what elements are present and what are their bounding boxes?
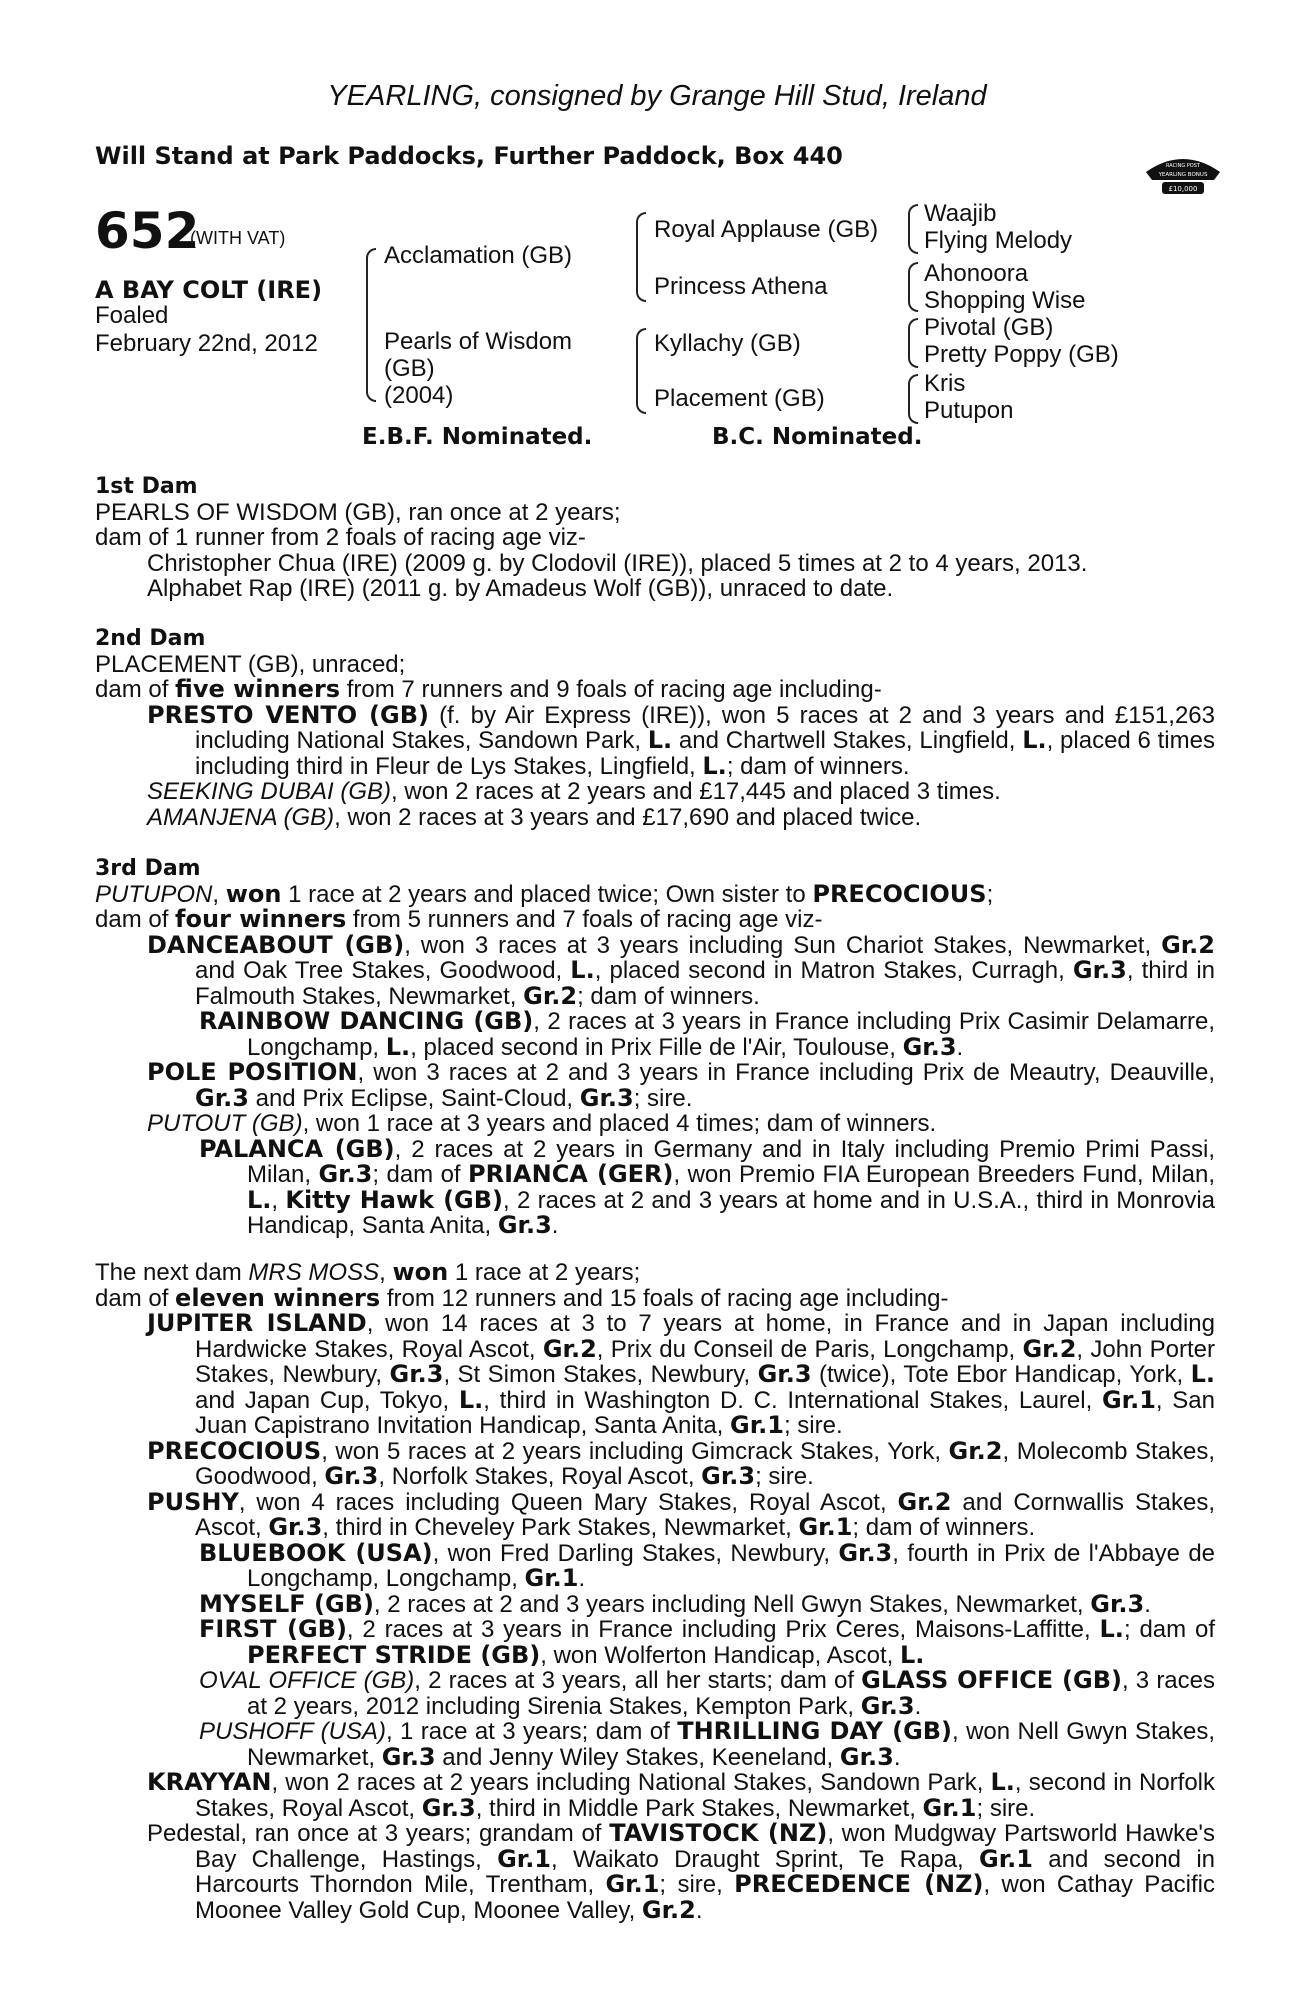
page-title: YEARLING, consigned by Grange Hill Stud, Ireland	[327, 80, 987, 112]
section-heading: 2nd Dam	[95, 626, 206, 651]
colt-description: A BAY COLT (IRE)	[95, 276, 323, 304]
vat-note: (WITH VAT)	[190, 228, 286, 248]
pedigree-ss-ancestors: Waajib Flying Melody	[924, 200, 1073, 254]
pedigree-brace	[908, 318, 918, 368]
pedigree-sire: Acclamation (GB)	[384, 242, 573, 269]
pedigree-dam-dam: Placement (GB)	[654, 385, 825, 412]
pedigree-dam-sire: Kyllachy (GB)	[654, 330, 801, 357]
pedigree-brace	[908, 374, 918, 424]
next-dam-section: The next dam MRS MOSS, won 1 race at 2 years; dam of eleven winners from 12 runners and 15 foals of racing age including- JUPITER ISLAND, won 14 races at 3 to 7 years at home, in France and in Japan including Hardwicke Stakes, Royal Ascot, Gr.2, Prix du Conseil de Paris, Longchamp, Gr.2, John Porter Stakes, Newbury, Gr.3, St Simon Stakes, Newbury, Gr.3 (twice), Tote Ebor Handicap, York, L. and Japan Cup, Tokyo, L., third in Washington D. C. International Stakes, Laurel, Gr.1, San Juan Capistrano Invitation Handicap, Santa Anita, Gr.1; sire. PRECOCIOUS, won 5 races at 2 years including Gimcrack Stakes, York, Gr.2, Molecomb Stakes, Goodwood, Gr.3, Norfolk Stakes, Royal Ascot, Gr.3; sire. PUSHY, won 4 races including Queen Mary Stakes, Royal Ascot, Gr.2 and Cornwallis Stakes, Ascot, Gr.3, third in Cheveley Park Stakes, Newmarket, Gr.1; dam of winners. BLUEBOOK (USA), won Fred Darling Stakes, Newbury, Gr.3, fourth in Prix de l'Abbaye de Longchamp, Longchamp, Gr.1. MYSELF (GB), 2 races at 2 and 3 years including Nell Gwyn Stakes, Newmarket, Gr.3. FIRST (GB), 2 races at 3 years in France including Prix Ceres, Maisons-Laffitte, L.; dam of PERFECT STRIDE (GB), won Wolferton Handicap, Ascot, L. OVAL OFFICE (GB), 2 races at 3 years, all her starts; dam of GLASS OFFICE (GB), 3 races at 2 years, 2012 including Sirenia Stakes, Kempton Park, Gr.3. PUSHOFF (USA), 1 race at 3 years; dam of THRILLING DAY (GB), won Nell Gwyn Stakes, Newmarket, Gr.3 and Jenny Wiley Stakes, Keeneland, Gr.3. KRAYYAN, won 2 races at 2 years including National Stakes, Sandown Park, L., second in Norfolk Stakes, Royal Ascot, Gr.3, third in Middle Park Stakes, Newmarket, Gr.1; sire. Pedestal, ran once at 3 years; grandam of TAVISTOCK (NZ), won Mudgway Partsworld Hawke's Bay Challenge, Hastings, Gr.1, Waikato Draught Sprint, Te Rapa, Gr.1 and second in Harcourts Thorndon Mile, Trentham, Gr.1; sire, PRECEDENCE (NZ), won Cathay Pacific Moonee Valley Gold Cup, Moonee Valley, Gr.2.	[95, 1258, 1216, 1924]
pedigree-brace	[636, 212, 646, 302]
pedigree-dam: Pearls of Wisdom (GB) (2004)	[384, 328, 573, 409]
foaled-label: Foaled	[95, 302, 169, 329]
yearling-bonus-badge-icon	[1142, 150, 1224, 198]
progeny-entry: PUSHY, won 4 races including Queen Mary Stakes, Royal Ascot, Gr.2 and Cornwallis Stakes, Ascot, Gr.3, third in Cheveley Park Stakes, Newmarket, Gr.1; dam of winners.	[147, 1487, 1215, 1541]
progeny-entry: RAINBOW DANCING (GB), 2 races at 3 years in France including Prix Casimir Delamarre, Longchamp, L., placed second in Prix Fille de l'Air, Toulouse, Gr.3.	[199, 1007, 1215, 1061]
stand-location: Will Stand at Park Paddocks, Further Paddock, Box 440	[95, 142, 843, 170]
section-heading: 1st Dam	[95, 474, 198, 499]
pedigree-sd-ancestors: Ahonoora Shopping Wise	[924, 260, 1086, 314]
progeny-entry: POLE POSITION, won 3 races at 2 and 3 years in France including Prix de Meautry, Deauville, Gr.3 and Prix Eclipse, Saint-Cloud, Gr.3; sire.	[147, 1058, 1216, 1112]
progeny-entry: BLUEBOOK (USA), won Fred Darling Stakes, Newbury, Gr.3, fourth in Prix de l'Abbaye de Longchamp, Longchamp, Gr.1.	[199, 1538, 1216, 1592]
pedigree-brace	[636, 328, 646, 414]
pedigree-ds-ancestors: Pivotal (GB) Pretty Poppy (GB)	[924, 314, 1119, 368]
pedigree-brace	[908, 204, 918, 254]
progeny-entry: KRAYYAN, won 2 races at 2 years including National Stakes, Sandown Park, L., second in Norfolk Stakes, Royal Ascot, Gr.3, third in Middle Park Stakes, Newmarket, Gr.1; sire.	[147, 1768, 1216, 1822]
section-heading: 3rd Dam	[95, 856, 201, 881]
pedigree-sire-sire: Royal Applause (GB)	[654, 216, 879, 243]
first-dam-section: 1st Dam PEARLS OF WISDOM (GB), ran once at 2 years; dam of 1 runner from 2 foals of racing age viz- Christopher Chua (IRE) (2009 g. by Clodovil (IRE)), placed 5 times at 2 to 4 years, 2013. Alphabet Rap (IRE) (2011 g. by Amadeus Wolf (GB)), unraced to date.	[95, 474, 1215, 602]
progeny-entry: SEEKING DUBAI (GB), won 2 races at 2 years and £17,445 and placed 3 times.	[147, 778, 1001, 805]
foaled-date: February 22nd, 2012	[95, 330, 318, 357]
progeny-entry: PRECOCIOUS, won 5 races at 2 years including Gimcrack Stakes, York, Gr.2, Molecomb Stakes, Goodwood, Gr.3, Norfolk Stakes, Royal Ascot, Gr.3; sire.	[147, 1436, 1216, 1490]
progeny-entry: FIRST (GB), 2 races at 3 years in France including Prix Ceres, Maisons-Laffitte, L.; dam of PERFECT STRIDE (GB), won Wolferton Handicap, Ascot, L.	[199, 1615, 1215, 1669]
progeny-entry: PUTOUT (GB), won 1 race at 3 years and placed 4 times; dam of winners.	[147, 1110, 937, 1137]
badge-brand: RACING POST	[1166, 163, 1200, 169]
progeny-entry: DANCEABOUT (GB), won 3 races at 3 years including Sun Chariot Stakes, Newmarket, Gr.2 and Oak Tree Stakes, Goodwood, L., placed second in Matron Stakes, Curragh, Gr.3, third in Falmouth Stakes, Newmarket, Gr.2; dam of winners.	[147, 930, 1216, 1010]
progeny-entry: JUPITER ISLAND, won 14 races at 3 to 7 years at home, in France and in Japan including Hardwicke Stakes, Royal Ascot, Gr.2, Prix du Conseil de Paris, Longchamp, Gr.2, John Porter Stakes, Newbury, Gr.3, St Simon Stakes, Newbury, Gr.3 (twice), Tote Ebor Handicap, York, L. and Japan Cup, Tokyo, L., third in Washington D. C. International Stakes, Laurel, Gr.1, San Juan Capistrano Invitation Handicap, Santa Anita, Gr.1; sire.	[147, 1309, 1216, 1439]
progeny-entry: PUSHOFF (USA), 1 race at 3 years; dam of THRILLING DAY (GB), won Nell Gwyn Stakes, Newmarket, Gr.3 and Jenny Wiley Stakes, Keeneland, Gr.3.	[199, 1717, 1216, 1771]
progeny-entry: PALANCA (GB), 2 races at 2 years in Germany and in Italy including Premio Primi Passi, Milan, Gr.3; dam of PRIANCA (GER), won Premio FIA European Breeders Fund, Milan, L., Kitty Hawk (GB), 2 races at 2 and 3 years at home and in U.S.A., third in Monrovia Handicap, Santa Anita, Gr.3.	[199, 1134, 1216, 1239]
ebf-nomination: E.B.F. Nominated.	[362, 424, 593, 450]
bc-nomination: B.C. Nominated.	[712, 424, 923, 450]
progeny-entry: MYSELF (GB), 2 races at 2 and 3 years including Nell Gwyn Stakes, Newmarket, Gr.3.	[199, 1589, 1151, 1618]
third-dam-section: 3rd Dam PUTUPON, won 1 race at 2 years and placed twice; Own sister to PRECOCIOUS; dam of four winners from 5 runners and 7 foals of racing age viz- DANCEABOUT (GB), won 3 races at 3 years including Sun Chariot Stakes, Newmarket, Gr.2 and Oak Tree Stakes, Goodwood, L., placed second in Matron Stakes, Curragh, Gr.3, third in Falmouth Stakes, Newmarket, Gr.2; dam of winners. RAINBOW DANCING (GB), 2 races at 3 years in France including Prix Casimir Delamarre, Longchamp, L., placed second in Prix Fille de l'Air, Toulouse, Gr.3. POLE POSITION, won 3 races at 2 and 3 years in France including Prix de Meautry, Deauville, Gr.3 and Prix Eclipse, Saint-Cloud, Gr.3; sire. PUTOUT (GB), won 1 race at 3 years and placed 4 times; dam of winners. PALANCA (GB), 2 races at 2 years in Germany and in Italy including Premio Primi Passi, Milan, Gr.3; dam of PRIANCA (GER), won Premio FIA European Breeders Fund, Milan, L., Kitty Hawk (GB), 2 races at 2 and 3 years at home and in U.S.A., third in Monrovia Handicap, Santa Anita, Gr.3.	[95, 856, 1216, 1239]
badge-caption: YEARLING BONUS	[1158, 172, 1208, 178]
pedigree-brace	[908, 262, 918, 312]
second-dam-section: 2nd Dam PLACEMENT (GB), unraced; dam of five winners from 7 runners and 9 foals of racing age including- PRESTO VENTO (GB) (f. by Air Express (IRE)), won 5 races at 2 and 3 years and £151,263 including National Stakes, Sandown Park, L. and Chartwell Stakes, Lingfield, L., placed 6 times including third in Fleur de Lys Stakes, Lingfield, L.; dam of winners. SEEKING DUBAI (GB), won 2 races at 2 years and £17,445 and placed 3 times. AMANJENA (GB), won 2 races at 3 years and £17,690 and placed twice.	[95, 626, 1215, 831]
lot-number: 652	[95, 202, 200, 260]
pedigree-brace	[366, 248, 376, 402]
pedigree-dd-ancestors: Kris Putupon	[924, 370, 1014, 424]
progeny-entry: AMANJENA (GB), won 2 races at 3 years and £17,690 and placed twice.	[147, 803, 922, 831]
progeny-entry: PRESTO VENTO (GB) (f. by Air Express (IRE)), won 5 races at 2 and 3 years and £151,263 including National Stakes, Sandown Park, L. and Chartwell Stakes, Lingfield, L., placed 6 times including third in Fleur de Lys Stakes, Lingfield, L.; dam of winners.	[147, 700, 1215, 780]
progeny-entry: Pedestal, ran once at 3 years; grandam of TAVISTOCK (NZ), won Mudgway Partsworld Hawke's Bay Challenge, Hastings, Gr.1, Waikato Draught Sprint, Te Rapa, Gr.1 and second in Harcourts Thorndon Mile, Trentham, Gr.1; sire, PRECEDENCE (NZ), won Cathay Pacific Moonee Valley Gold Cup, Moonee Valley, Gr.2.	[147, 1819, 1216, 1924]
pedigree-sire-dam: Princess Athena	[654, 273, 828, 300]
badge-amount: £10,000	[1168, 185, 1198, 193]
progeny-entry: OVAL OFFICE (GB), 2 races at 3 years, all her starts; dam of GLASS OFFICE (GB), 3 races at 2 years, 2012 including Sirenia Stakes, Kempton Park, Gr.3.	[199, 1666, 1216, 1720]
